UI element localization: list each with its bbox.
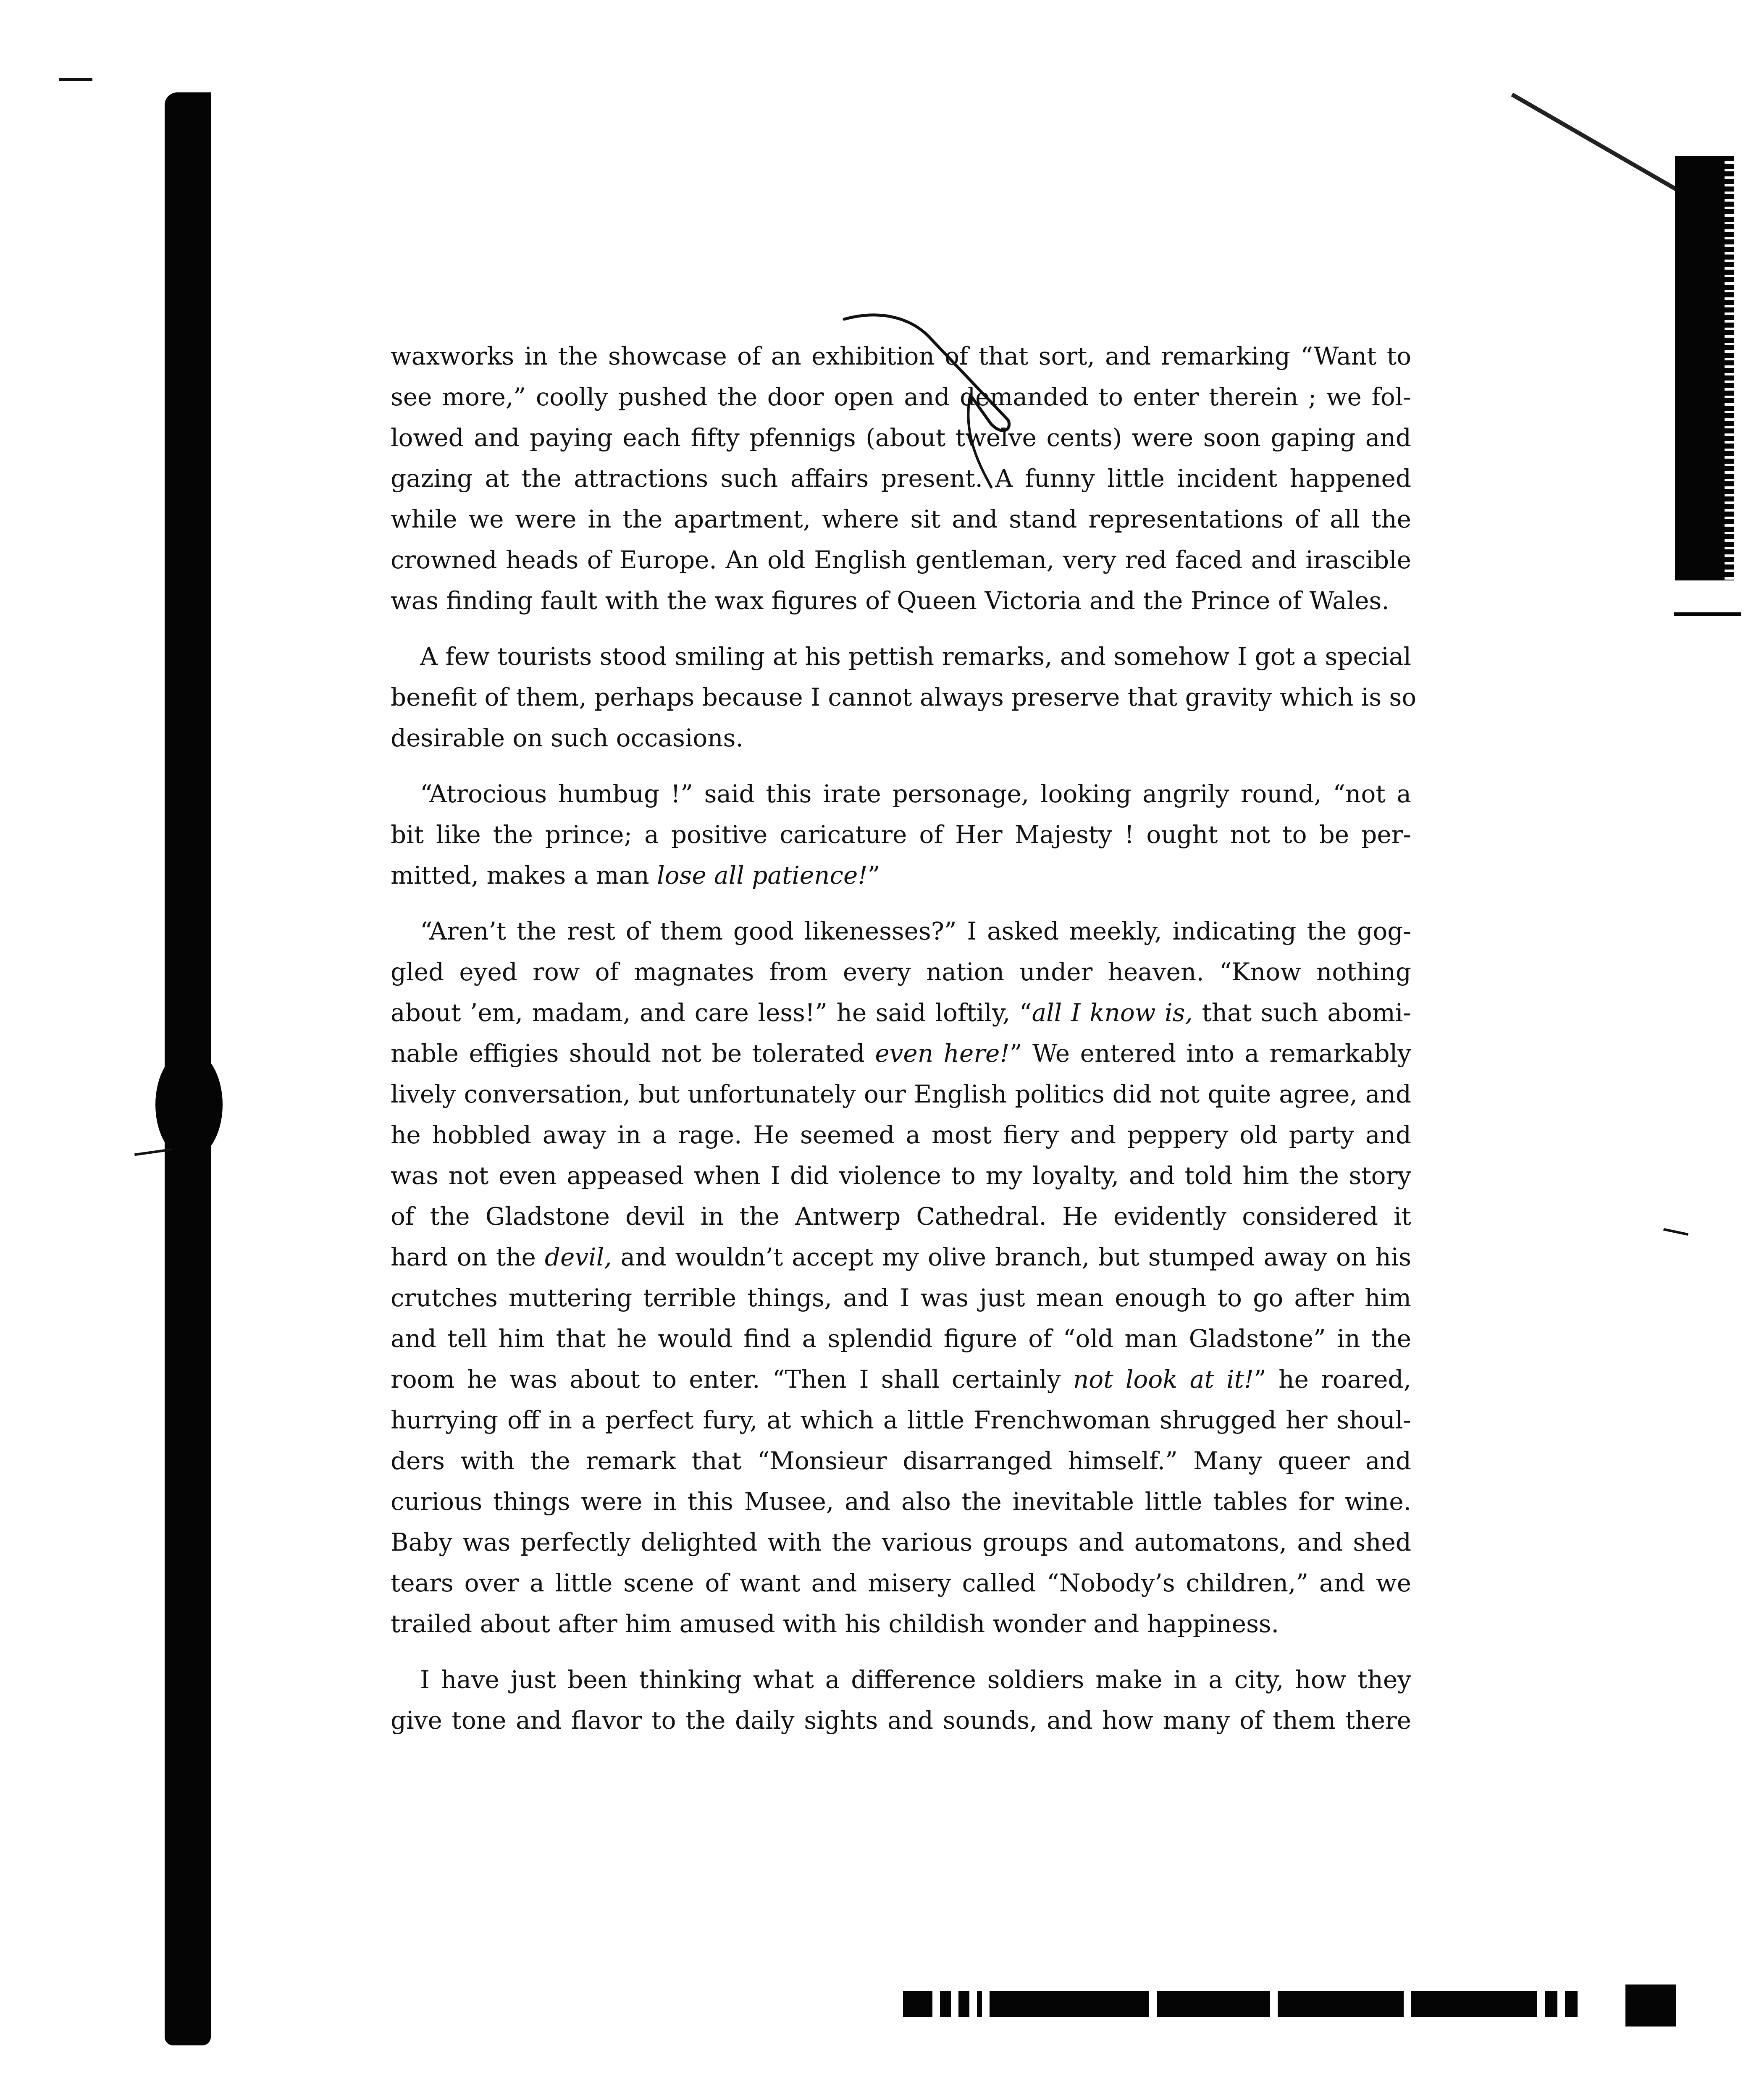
text-line: trailed about after him amused with his childish wonder and happiness. — [391, 1609, 1279, 1638]
text-line: crowned heads of Europe. An old English gentleman, very red faced and irascible — [391, 546, 1411, 574]
text-line: crutches muttering terrible things, and I was just mean enough to go after him — [391, 1284, 1411, 1312]
italic-text: lose all patience! — [657, 861, 868, 890]
text-line: was finding fault with the wax figures of Queen Victoria and the Prince of Wales. — [391, 586, 1389, 615]
scan-bottom-strip — [903, 1991, 1680, 2017]
scan-left-binding-shadow — [165, 92, 211, 2045]
text-line: lively conversation, but unfortunately our English politics did not quite agree, and — [391, 1080, 1411, 1108]
text-line: benefit of them, perhaps because I cannot always preserve that gravity which is so — [391, 683, 1417, 711]
text-line: bit like the prince; a positive caricature of Her Majesty ! ought not to be per- — [391, 820, 1411, 849]
text-line: “Aren’t the rest of them good likenesses?” I asked meekly, indicating the gog- — [420, 917, 1411, 945]
scan-diagonal-crease — [1511, 93, 1702, 206]
text-line: see more,” coolly pushed the door open and demanded to enter therein ; we fol- — [391, 383, 1411, 411]
text-line — [391, 1033, 1411, 1074]
scan-right-rule — [1674, 612, 1741, 616]
italic-text: all I know is, — [1032, 998, 1193, 1027]
text-run: that such abomi- — [1192, 998, 1411, 1027]
text-line: was not even appeased when I did violence to my loyalty, and told him the story — [391, 1161, 1411, 1190]
scan-tick-mark — [1663, 1228, 1688, 1236]
italic-text: devil, — [544, 1243, 612, 1271]
scan-bottom-right-block — [1625, 1984, 1676, 2026]
paragraph-1 — [391, 336, 1411, 621]
paragraph-3 — [391, 774, 1411, 896]
text-run: hard on the — [391, 1243, 545, 1271]
text-line: I have just been thinking what a difference soldiers make in a city, how they — [420, 1665, 1411, 1694]
text-line: while we were in the apartment, where sit and stand representations of all the — [391, 505, 1411, 533]
text-line — [391, 855, 1411, 896]
text-line: he hobbled away in a rage. He seemed a most fiery and peppery old party and — [391, 1121, 1411, 1149]
text-run: ” he roared, — [1254, 1365, 1411, 1394]
scan-right-edge-shadow — [1675, 156, 1734, 580]
text-line: lowed and paying each fifty pfennigs (about twelve cents) were soon gaping and — [391, 423, 1411, 452]
text-line — [391, 1237, 1411, 1278]
text-line: give tone and flavor to the daily sights and sounds, and how many of them there — [391, 1706, 1411, 1735]
text-line: of the Gladstone devil in the Antwerp Cathedral. He evidently considered it — [391, 1202, 1411, 1231]
text-line: curious things were in this Musee, and also the inevitable little tables for wine. — [391, 1487, 1411, 1516]
scan-edge-speckle — [1725, 156, 1734, 580]
text-line: Baby was perfectly delighted with the various groups and automatons, and shed — [391, 1528, 1411, 1557]
paragraph-5 — [391, 1659, 1411, 1741]
text-line: “Atrocious humbug !” said this irate personage, looking angrily round, “not a — [420, 780, 1411, 808]
text-line: waxworks in the showcase of an exhibition of that sort, and remarking “Want to — [391, 342, 1411, 370]
text-run: nable effigies should not be tolerated — [391, 1039, 875, 1068]
text-line: tears over a little scene of want and misery called “Nobody’s children,” and we — [391, 1569, 1411, 1597]
text-run: mitted, makes a man — [391, 861, 657, 890]
text-run: room he was about to enter. “Then I shall certainly — [391, 1365, 1073, 1394]
italic-text: even here! — [875, 1039, 1010, 1068]
text-run: about ’em, madam, and care less!” he said loftily, “ — [391, 998, 1032, 1027]
text-line: hurrying off in a perfect fury, at which a little Frenchwoman shrugged her shoul- — [391, 1406, 1411, 1434]
text-line: and tell him that he would find a splendid figure of “old man Gladstone” in the — [391, 1324, 1411, 1353]
text-line — [391, 992, 1411, 1033]
text-line: gazing at the attractions such affairs present. A funny little incident happened — [391, 464, 1411, 493]
text-line: ders with the remark that “Monsieur disarranged himself.” Many queer and — [391, 1446, 1411, 1475]
text-run: ” — [867, 861, 880, 890]
text-run: ” We entered into a remarkably — [1009, 1039, 1411, 1068]
text-line: desirable on such occasions. — [391, 724, 743, 752]
text-run: and wouldn’t accept my olive branch, but stumped away on his — [612, 1243, 1412, 1271]
paragraph-2 — [391, 636, 1417, 759]
italic-text: not look at it! — [1073, 1365, 1254, 1394]
scan-binding-bulge — [155, 1050, 223, 1159]
page-body-text — [391, 336, 1417, 1756]
scan-corner-mark — [59, 78, 92, 81]
text-line — [391, 1359, 1411, 1400]
text-line: gled eyed row of magnates from every nation under heaven. “Know nothing — [391, 958, 1411, 986]
text-line: A few tourists stood smiling at his pettish remarks, and somehow I got a special — [420, 642, 1411, 671]
paragraph-4 — [391, 911, 1411, 1644]
